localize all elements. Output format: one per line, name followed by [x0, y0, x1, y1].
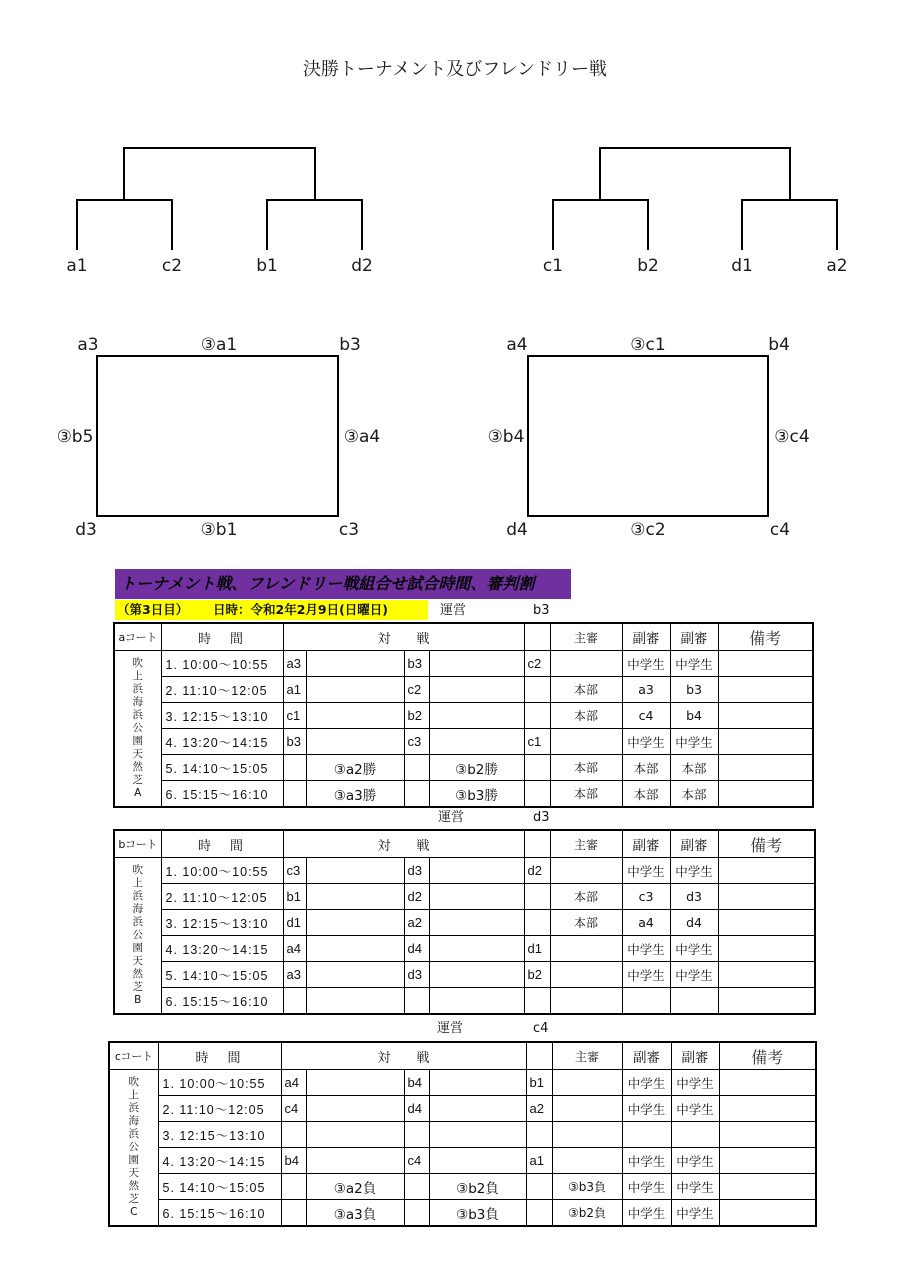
group-team-label: ③b4 — [487, 427, 525, 447]
court-c-schedule — [108, 1041, 817, 1227]
notes-cell — [718, 677, 813, 703]
notes-cell — [719, 1122, 816, 1148]
blank-header — [526, 1042, 552, 1070]
court-b-schedule — [113, 829, 816, 1015]
referee-cell: 本部 — [550, 910, 622, 936]
team1-cell: b4 — [281, 1148, 306, 1174]
notes-header: 備考 — [719, 1042, 816, 1070]
team2-slot-cell — [429, 936, 524, 962]
friendly-group-right-labels — [488, 335, 810, 540]
referee-cell — [552, 1070, 622, 1096]
team2-slot-cell: ③b3勝 — [429, 781, 524, 808]
notes-cell — [718, 962, 815, 988]
notes-cell — [718, 729, 813, 755]
notes-cell — [719, 1174, 816, 1200]
team2-slot-cell — [429, 884, 524, 910]
notes-cell — [718, 936, 815, 962]
notes-cell — [718, 910, 815, 936]
group-team-label: a3 — [77, 335, 99, 355]
referee-cell — [552, 1122, 622, 1148]
bracket-line — [267, 200, 362, 250]
operator-label: 運営 — [437, 1021, 464, 1036]
team2-slot-cell — [429, 1148, 526, 1174]
schedule-table — [113, 622, 814, 808]
team2-cell: c4 — [404, 1148, 429, 1174]
referee-team-cell: b2 — [524, 962, 550, 988]
referee-team-cell — [524, 781, 550, 808]
final-bracket-left — [77, 148, 362, 250]
team1-cell — [281, 1122, 306, 1148]
match-row — [109, 1070, 816, 1096]
assistant-referee-2-cell: 中学生 — [670, 962, 718, 988]
team1-cell: d1 — [283, 910, 306, 936]
bracket-team-label: d2 — [351, 256, 373, 276]
notes-cell — [718, 884, 815, 910]
court-label: aコート — [114, 623, 161, 651]
team1-cell — [283, 755, 306, 781]
blank-header — [524, 830, 550, 858]
referee-header: 主審 — [550, 623, 622, 651]
match-row — [114, 781, 813, 808]
referee-cell — [550, 651, 622, 677]
assistant-referee-2-cell: 中学生 — [671, 1200, 719, 1227]
assistant-referee-1-cell — [622, 988, 670, 1015]
team1-cell: a1 — [283, 677, 306, 703]
group-team-label: b3 — [339, 335, 361, 355]
assistant-referee-2-cell — [670, 988, 718, 1015]
team1-slot-cell: ③a2負 — [306, 1174, 404, 1200]
bracket-line — [742, 200, 837, 250]
court-label: cコート — [109, 1042, 158, 1070]
team2-cell: c2 — [404, 677, 429, 703]
referee-team-cell: c1 — [524, 729, 550, 755]
schedule-table — [108, 1041, 817, 1227]
friendly-group-left-labels — [57, 335, 381, 540]
team1-slot-cell — [306, 962, 404, 988]
team1-slot-cell — [306, 858, 404, 884]
team2-cell — [404, 781, 429, 808]
referee-cell: ③b2負 — [552, 1200, 622, 1227]
final-bracket-right-labels — [543, 256, 848, 276]
referee-team-cell: d1 — [524, 936, 550, 962]
assistant-referee-1-cell: 中学生 — [622, 936, 670, 962]
group-team-label: c3 — [338, 520, 360, 540]
group-team-label: ③a4 — [343, 427, 381, 447]
team2-slot-cell — [429, 729, 524, 755]
team2-slot-cell — [429, 703, 524, 729]
team1-slot-cell — [306, 1122, 404, 1148]
venue-cell — [109, 1070, 158, 1227]
team2-cell — [404, 755, 429, 781]
time-header: 時 間 — [161, 623, 283, 651]
assistant-referee-2-cell: 中学生 — [670, 651, 718, 677]
referee-team-cell — [526, 1174, 552, 1200]
group-team-label: b4 — [768, 335, 790, 355]
referee-cell — [552, 1148, 622, 1174]
time-cell: 3. 12:15〜13:10 — [161, 703, 283, 729]
operator-label: 運営 — [438, 810, 465, 825]
bracket-team-label: c2 — [161, 256, 183, 276]
assistant-referee-1-cell: 中学生 — [622, 1174, 671, 1200]
team2-cell — [404, 988, 429, 1015]
match-header: 対 戦 — [281, 1042, 526, 1070]
team1-cell — [283, 781, 306, 808]
assistant-referee-1-cell: 本部 — [622, 781, 670, 808]
assistant-referee-2-cell: b4 — [670, 703, 718, 729]
team2-cell: d2 — [404, 884, 429, 910]
group-team-label: ③b1 — [200, 520, 238, 540]
team1-slot-cell — [306, 936, 404, 962]
match-row — [114, 988, 815, 1015]
time-cell: 5. 14:10〜15:05 — [158, 1174, 281, 1200]
assistant-referee-header: 副審 — [622, 623, 670, 651]
time-cell: 1. 10:00〜10:55 — [161, 858, 283, 884]
final-bracket-right — [553, 148, 837, 250]
assistant-referee-2-cell: 中学生 — [671, 1148, 719, 1174]
team1-slot-cell — [306, 1148, 404, 1174]
referee-team-cell — [524, 910, 550, 936]
assistant-referee-1-cell: 本部 — [622, 755, 670, 781]
operator-label: 運営 — [440, 603, 467, 618]
assistant-referee-2-cell: 中学生 — [670, 858, 718, 884]
team2-slot-cell — [429, 858, 524, 884]
referee-header: 主審 — [550, 830, 622, 858]
referee-cell — [550, 962, 622, 988]
time-cell: 1. 10:00〜10:55 — [161, 651, 283, 677]
team1-cell: c1 — [283, 703, 306, 729]
assistant-referee-header: 副審 — [671, 1042, 719, 1070]
match-rows — [114, 651, 813, 808]
bracket-team-label: b2 — [637, 256, 659, 276]
time-header: 時 間 — [161, 830, 283, 858]
team1-slot-cell — [306, 988, 404, 1015]
referee-team-cell — [526, 1200, 552, 1227]
group-team-label: a4 — [506, 335, 528, 355]
court-label: bコート — [114, 830, 161, 858]
team1-slot-cell — [306, 910, 404, 936]
time-cell: 6. 15:15〜16:10 — [161, 781, 283, 808]
referee-cell: 本部 — [550, 677, 622, 703]
team1-cell: a4 — [281, 1070, 306, 1096]
team2-slot-cell — [429, 988, 524, 1015]
notes-header: 備考 — [718, 830, 815, 858]
team2-cell — [404, 1122, 429, 1148]
team2-cell: c3 — [404, 729, 429, 755]
group-team-label: d4 — [506, 520, 528, 540]
match-header: 対 戦 — [283, 623, 524, 651]
team2-cell: d3 — [404, 858, 429, 884]
assistant-referee-header: 副審 — [622, 1042, 671, 1070]
match-row — [109, 1174, 816, 1200]
assistant-referee-2-cell: 中学生 — [671, 1096, 719, 1122]
referee-cell — [550, 988, 622, 1015]
final-bracket-left-labels — [66, 256, 372, 276]
match-row — [109, 1148, 816, 1174]
team1-cell: a3 — [283, 651, 306, 677]
bracket-team-label: d1 — [731, 256, 753, 276]
venue-cell — [114, 858, 161, 1015]
notes-cell — [718, 651, 813, 677]
time-cell: 3. 12:15〜13:10 — [158, 1122, 281, 1148]
team2-cell: d3 — [404, 962, 429, 988]
referee-team-cell: c2 — [524, 651, 550, 677]
team2-slot-cell — [429, 651, 524, 677]
time-header: 時 間 — [158, 1042, 281, 1070]
bracket-line — [77, 200, 172, 250]
assistant-referee-1-cell: c4 — [622, 703, 670, 729]
team2-slot-cell: ③b3負 — [429, 1200, 526, 1227]
assistant-referee-2-cell: 本部 — [670, 755, 718, 781]
assistant-referee-1-cell: 中学生 — [622, 729, 670, 755]
assistant-referee-1-cell: a3 — [622, 677, 670, 703]
bracket-team-label: b1 — [256, 256, 278, 276]
assistant-referee-header: 副審 — [670, 623, 718, 651]
time-cell: 6. 15:15〜16:10 — [158, 1200, 281, 1227]
team1-cell: b3 — [283, 729, 306, 755]
assistant-referee-1-cell: c3 — [622, 884, 670, 910]
notes-cell — [718, 703, 813, 729]
group-team-label: ③c4 — [774, 427, 810, 447]
match-row — [114, 755, 813, 781]
notes-cell — [718, 988, 815, 1015]
group-team-label: ③b5 — [56, 427, 94, 447]
referee-cell: 本部 — [550, 884, 622, 910]
team2-cell: d4 — [404, 936, 429, 962]
assistant-referee-1-cell: 中学生 — [622, 1200, 671, 1227]
match-header: 対 戦 — [283, 830, 524, 858]
team1-slot-cell: ③a3負 — [306, 1200, 404, 1227]
match-row — [114, 858, 815, 884]
referee-cell — [550, 936, 622, 962]
assistant-referee-2-cell — [671, 1122, 719, 1148]
page-title: 決勝トーナメント及びフレンドリー戦 — [302, 59, 608, 80]
bracket-team-label: a2 — [826, 256, 848, 276]
team2-slot-cell — [429, 1070, 526, 1096]
referee-cell — [550, 729, 622, 755]
friendly-group-box-right — [528, 356, 768, 516]
assistant-referee-1-cell: 中学生 — [622, 1096, 671, 1122]
team1-slot-cell — [306, 1096, 404, 1122]
referee-cell: 本部 — [550, 755, 622, 781]
assistant-referee-header: 副審 — [670, 830, 718, 858]
time-cell: 6. 15:15〜16:10 — [161, 988, 283, 1015]
assistant-referee-2-cell: d4 — [670, 910, 718, 936]
notes-cell — [719, 1148, 816, 1174]
notes-cell — [719, 1070, 816, 1096]
match-row — [114, 936, 815, 962]
time-cell: 2. 11:10〜12:05 — [161, 677, 283, 703]
header-row — [109, 1042, 816, 1070]
match-row — [114, 729, 813, 755]
blank-header — [524, 623, 550, 651]
group-team-label: d3 — [75, 520, 97, 540]
match-rows — [114, 858, 815, 1015]
operator-team: d3 — [533, 810, 550, 825]
team2-slot-cell: ③b2勝 — [429, 755, 524, 781]
group-team-label: c4 — [769, 520, 791, 540]
assistant-referee-2-cell: b3 — [670, 677, 718, 703]
assistant-referee-1-cell — [622, 1122, 671, 1148]
team1-cell: c3 — [283, 858, 306, 884]
referee-team-cell — [526, 1122, 552, 1148]
schedule-banner: トーナメント戦、フレンドリー戦組合せ試合時間、審判割 — [115, 569, 571, 599]
team2-cell: a2 — [404, 910, 429, 936]
referee-cell: ③b3負 — [552, 1174, 622, 1200]
match-row — [114, 910, 815, 936]
team1-slot-cell: ③a2勝 — [306, 755, 404, 781]
time-cell: 3. 12:15〜13:10 — [161, 910, 283, 936]
operator-team: b3 — [533, 603, 550, 618]
operator-team: c4 — [533, 1021, 549, 1036]
referee-cell: 本部 — [550, 703, 622, 729]
match-row — [114, 962, 815, 988]
referee-team-cell — [524, 703, 550, 729]
team1-cell — [283, 988, 306, 1015]
referee-team-cell — [524, 988, 550, 1015]
time-cell: 5. 14:10〜15:05 — [161, 755, 283, 781]
bracket-line — [553, 200, 648, 250]
team1-slot-cell — [306, 1070, 404, 1096]
team1-cell — [281, 1200, 306, 1227]
referee-team-cell: a2 — [526, 1096, 552, 1122]
match-rows — [109, 1070, 816, 1227]
match-row — [109, 1122, 816, 1148]
group-team-label: ③a1 — [200, 335, 238, 355]
team2-cell: b2 — [404, 703, 429, 729]
tournament-diagram — [0, 0, 910, 560]
assistant-referee-2-cell: 本部 — [670, 781, 718, 808]
referee-team-cell: b1 — [526, 1070, 552, 1096]
team2-slot-cell — [429, 1096, 526, 1122]
team2-cell — [404, 1200, 429, 1227]
court-a-schedule — [113, 622, 814, 808]
team1-slot-cell — [306, 677, 404, 703]
team2-cell: d4 — [404, 1096, 429, 1122]
team2-slot-cell — [429, 1122, 526, 1148]
team1-slot-cell: ③a3勝 — [306, 781, 404, 808]
day-label: （第3日目） — [117, 602, 189, 617]
assistant-referee-1-cell: 中学生 — [622, 962, 670, 988]
time-cell: 4. 13:20〜14:15 — [158, 1148, 281, 1174]
team2-slot-cell: ③b2負 — [429, 1174, 526, 1200]
referee-team-cell — [524, 677, 550, 703]
team1-cell: b1 — [283, 884, 306, 910]
match-row — [114, 703, 813, 729]
referee-header: 主審 — [552, 1042, 622, 1070]
assistant-referee-2-cell: 中学生 — [671, 1174, 719, 1200]
match-row — [109, 1200, 816, 1227]
bracket-line — [124, 148, 315, 200]
team2-slot-cell — [429, 962, 524, 988]
schedule-dayline — [115, 600, 428, 620]
time-cell: 2. 11:10〜12:05 — [161, 884, 283, 910]
venue-name: 吹上浜海浜公園天然芝B — [132, 864, 143, 1006]
notes-cell — [719, 1096, 816, 1122]
match-row — [114, 677, 813, 703]
team1-cell — [281, 1174, 306, 1200]
referee-cell — [552, 1096, 622, 1122]
referee-team-cell: a1 — [526, 1148, 552, 1174]
match-row — [109, 1096, 816, 1122]
assistant-referee-1-cell: 中学生 — [622, 651, 670, 677]
assistant-referee-1-cell: 中学生 — [622, 1070, 671, 1096]
referee-team-cell: d2 — [524, 858, 550, 884]
team2-slot-cell — [429, 677, 524, 703]
schedule-table — [113, 829, 816, 1015]
venue-cell — [114, 651, 161, 808]
team1-slot-cell — [306, 884, 404, 910]
referee-cell — [550, 858, 622, 884]
time-cell: 2. 11:10〜12:05 — [158, 1096, 281, 1122]
bracket-team-label: c1 — [542, 256, 564, 276]
referee-team-cell — [524, 755, 550, 781]
notes-header: 備考 — [718, 623, 813, 651]
referee-team-cell — [524, 884, 550, 910]
date-label: 日時：令和2年2月9日(日曜日) — [213, 602, 389, 617]
notes-cell — [719, 1200, 816, 1227]
notes-cell — [718, 858, 815, 884]
team2-slot-cell — [429, 910, 524, 936]
assistant-referee-2-cell: d3 — [670, 884, 718, 910]
time-cell: 5. 14:10〜15:05 — [161, 962, 283, 988]
match-row — [114, 651, 813, 677]
team2-cell — [404, 1174, 429, 1200]
assistant-referee-2-cell: 中学生 — [671, 1070, 719, 1096]
venue-name: 吹上浜海浜公園天然芝A — [132, 657, 143, 799]
group-team-label: ③c2 — [630, 520, 666, 540]
bracket-line — [600, 148, 790, 200]
assistant-referee-header: 副審 — [622, 830, 670, 858]
assistant-referee-2-cell: 中学生 — [670, 936, 718, 962]
time-cell: 4. 13:20〜14:15 — [161, 936, 283, 962]
team1-slot-cell — [306, 651, 404, 677]
assistant-referee-1-cell: a4 — [622, 910, 670, 936]
match-row — [114, 884, 815, 910]
assistant-referee-2-cell: 中学生 — [670, 729, 718, 755]
team2-cell: b4 — [404, 1070, 429, 1096]
notes-cell — [718, 755, 813, 781]
team1-cell: a4 — [283, 936, 306, 962]
team1-cell: c4 — [281, 1096, 306, 1122]
friendly-group-box-left — [97, 356, 338, 516]
group-team-label: ③c1 — [630, 335, 666, 355]
team1-cell: a3 — [283, 962, 306, 988]
bracket-team-label: a1 — [66, 256, 88, 276]
venue-name: 吹上浜海浜公園天然芝C — [128, 1076, 139, 1218]
assistant-referee-1-cell: 中学生 — [622, 1148, 671, 1174]
assistant-referee-1-cell: 中学生 — [622, 858, 670, 884]
team1-slot-cell — [306, 729, 404, 755]
time-cell: 1. 10:00〜10:55 — [158, 1070, 281, 1096]
header-row — [114, 623, 813, 651]
time-cell: 4. 13:20〜14:15 — [161, 729, 283, 755]
referee-cell: 本部 — [550, 781, 622, 808]
notes-cell — [718, 781, 813, 808]
team1-slot-cell — [306, 703, 404, 729]
team2-cell: b3 — [404, 651, 429, 677]
header-row — [114, 830, 815, 858]
